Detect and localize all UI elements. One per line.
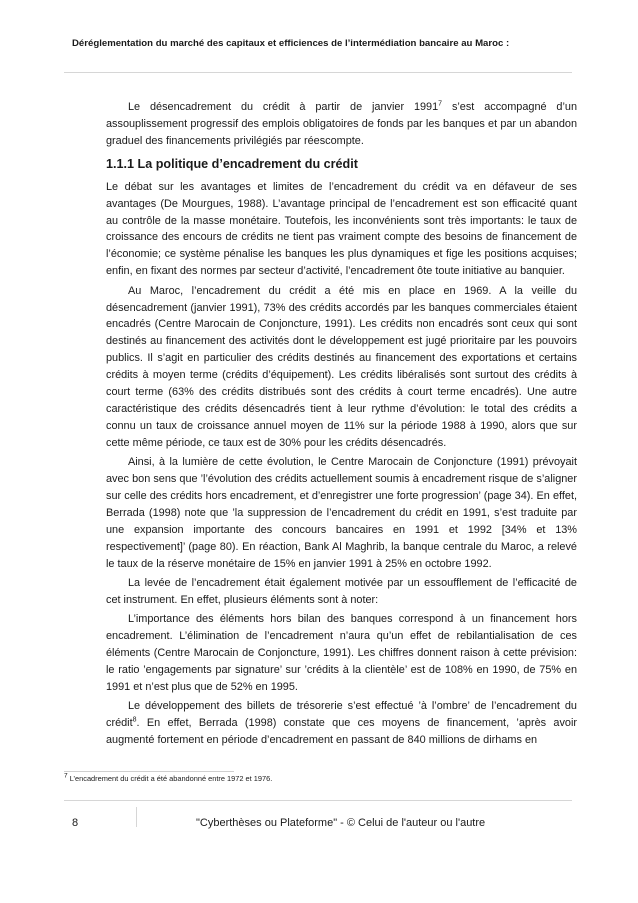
body-paragraph-3: Ainsi, à la lumière de cette évolution, le Centre Marocain de Conjoncture (1991) prévoyait avec bon sens que ’l’évolution des crédits actuellement soumis à encadrement risque de s’aligner sur celle des crédits hors encadrement, et d’enregistrer une forte progression’ (page 34). En effet, Berrada (1998) note que ’la suppression de l’encadrement du crédit en 1991, s’est traduite par une expansion importante des concours bancaires en 1991 et 1992 [34% et 13% respectivement]’ (page 80). En réaction, Bank Al Maghrib, la banque centrale du Maroc, a relevé le taux de la réserve monétaire de 15% en janvier 1991 à 25% en octobre 1992. <box>106 456 577 570</box>
paragraph-6-text-end: . En effet, Berrada (1998) constate que ces moyens de financement, ’après avoir augmenté fortement en période d’encadrement en passant de 840 millions de dirhams en <box>106 717 577 747</box>
body-paragraph-6 <box>106 698 577 749</box>
body-paragraph-2: Au Maroc, l’encadrement du crédit a été mis en place en 1969. A la veille du désencadrement (janvier 1991), 73% des crédits accordés par les banques commerciales étaient encadrés (Centre Marocain de Conjoncture, 1991). Les crédits non encadrés sont ceux qui sont destinés au financement des activités dont le développement est jugé prioritaire par les pouvoirs publics. Il s’agit en particulier des crédits destinés au financement des exportations et certains crédits à moyen terme (crédits d’équipement). Les crédits libéralisés sont surtout des crédits à court terme (63% des crédits distribués sont des crédits à court terme encadrés). Une autre caractéristique des crédits désencadrés tient à leur rythme d’évolution: le total des crédits a connu un taux de croissance annuel moyen de 11% sur la période 1988 à 1990, alors que sur cette même période, ce taux est de 30% pour les crédits désencadrés. <box>106 284 577 449</box>
intro-text-end: s’est accompagné d’un assouplissement progressif des emplois obligatoires de fonds par les banques et par un abandon graduel des financements privilégiés par réescompte. <box>106 101 578 147</box>
header-divider <box>64 72 572 73</box>
body-paragraph-5: L’importance des éléments hors bilan des banques correspond à un financement hors encadrement. L’élimination de l’encadrement n’aura qu’un effet de rebilantialisation de ces éléments (Centre Marocain de Conjoncture, 1991). Les chiffres donnent raison à cette prévision: le ratio ’engagements par signature’ sur ’crédits à la clientèle’ est de 108% en 1990, de 75% en 1991 et n’est plus que de 52% en 1995. <box>106 613 577 693</box>
footnote-number: 7 <box>64 772 68 780</box>
page-body <box>106 99 577 752</box>
footnote-text: L’encadrement du crédit a été abandonné entre 1972 et 1976. <box>69 774 273 783</box>
footer-divider <box>64 800 572 801</box>
body-paragraph-1: Le débat sur les avantages et limites de l’encadrement du crédit va en défaveur de ses avantages (De Mourgues, 1988). L’avantage principal de l’encadrement est son efficacité quant au contrôle de la masse monétaire. Toutefois, les inconvénients sont très importants: le taux de croissance des encours de crédits ne tient pas vraiment compte des besoins de financement de l’économie; ce système pénalise les banques les plus dynamiques et fige les positions acquises; enfin, en fixant des normes par secteur d’activité, l’encadrement ôte toute initiative au banquier. <box>106 180 577 278</box>
intro-paragraph <box>106 99 577 150</box>
footnote-ref-7[interactable]: 7 <box>438 100 443 108</box>
page-number: 8 <box>72 817 79 829</box>
footer-text: "Cyberthèses ou Plateforme" - © Celui de l'auteur ou l'autre <box>196 817 486 829</box>
running-header: Déréglementation du marché des capitaux et efficiences de l’intermédiation bancaire au Maroc : <box>72 38 510 49</box>
paragraph-6-text-start: Le développement des billets de trésorerie s’est effectué ’à l’ombre’ de l’encadrement du crédit <box>106 700 577 730</box>
footnote <box>64 774 272 784</box>
footer-separator <box>136 807 137 827</box>
footnote-ref-8[interactable]: 8 <box>132 716 137 724</box>
section-heading: 1.1.1 La politique d’encadrement du crédit <box>106 156 358 171</box>
body-paragraph-4: La levée de l’encadrement était également motivée par un essoufflement de l’efficacité de cet instrument. En effet, plusieurs éléments sont à noter: <box>106 577 577 606</box>
footnote-divider <box>64 771 234 772</box>
intro-text-start: Le désencadrement du crédit à partir de janvier 1991 <box>128 101 439 113</box>
